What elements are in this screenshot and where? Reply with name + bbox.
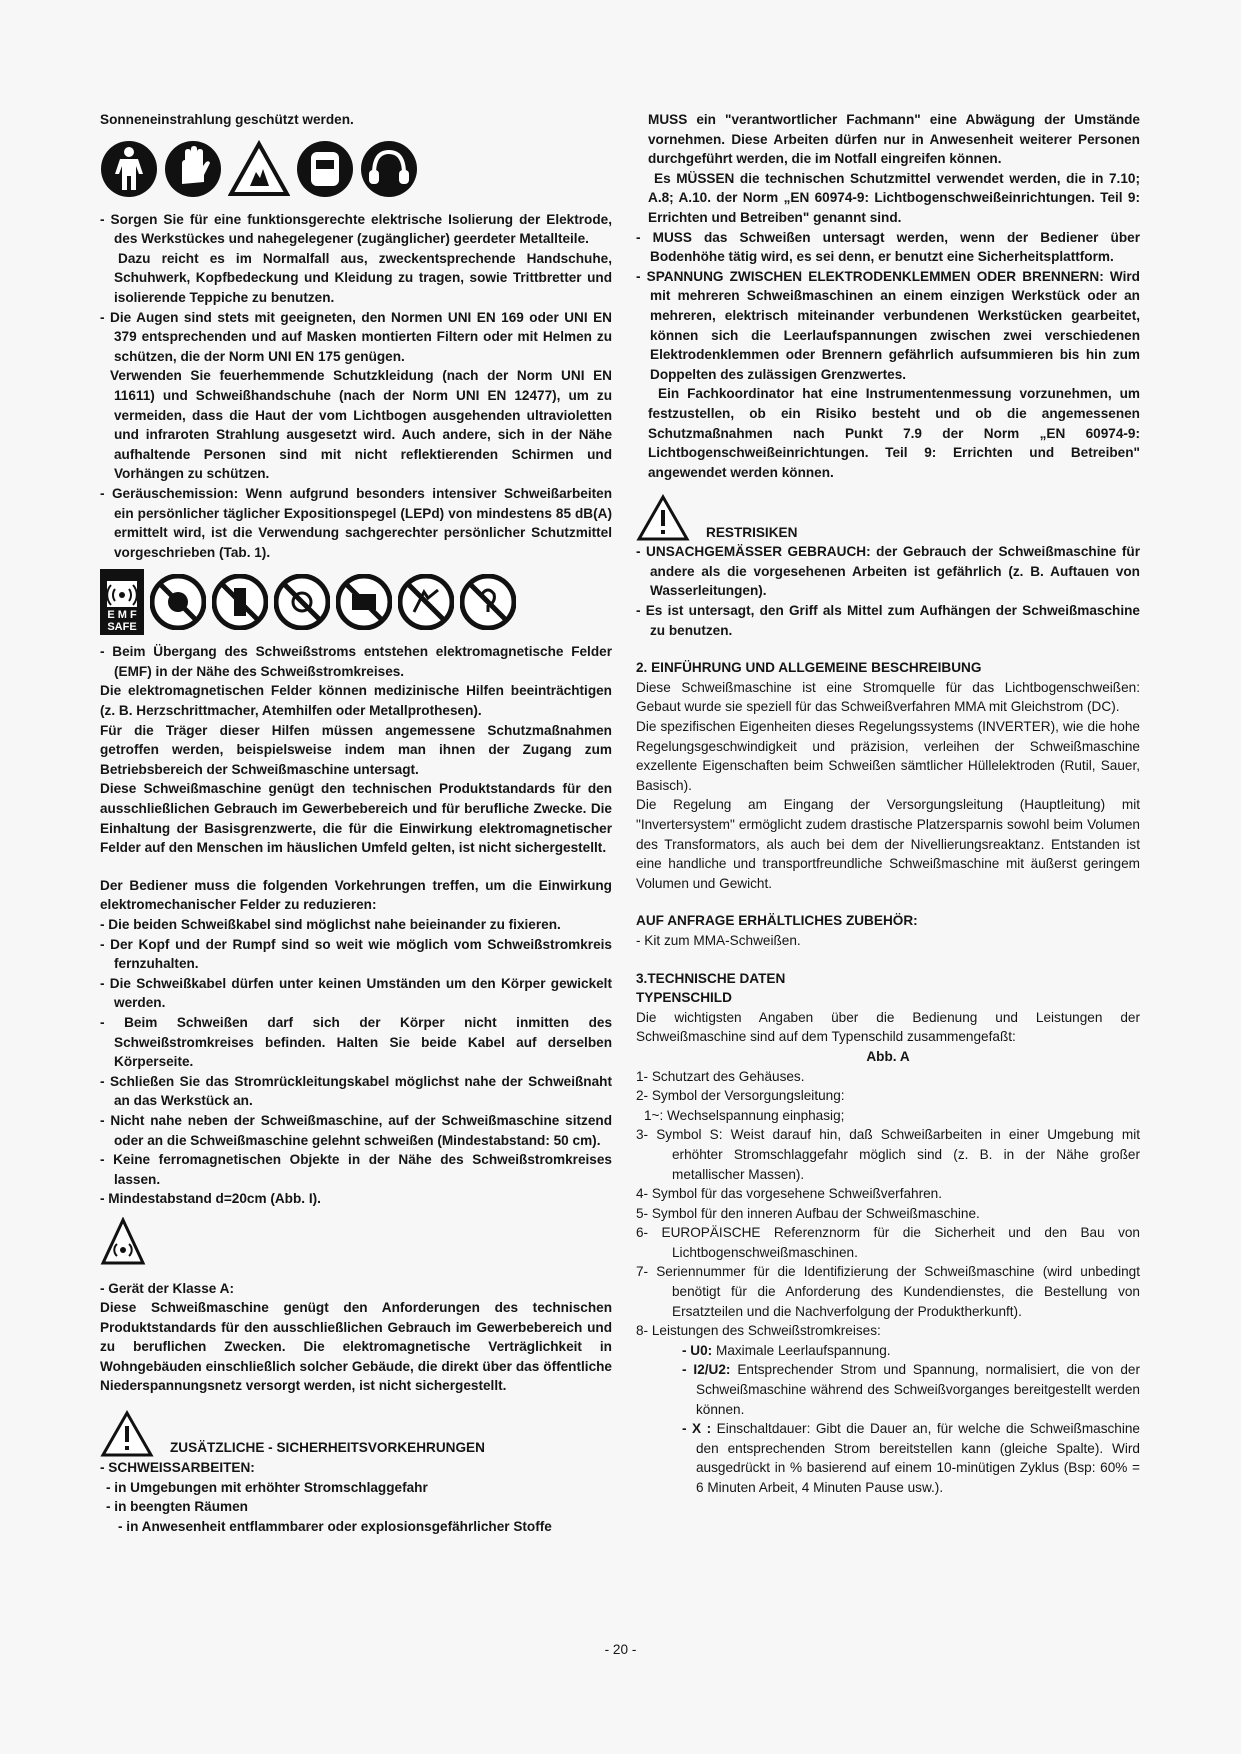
sub-item-text: Einschaltdauer: Gibt die Dauer an, für welche die Schweißmaschine den entsprechenden Strom bereitstellen kann (gleiche Spalte). Wird ausgedrückt in % basierend auf einem 10-minütigen Zyklus (Bsp: 60% = 6 Minuten Arbeit, 4 Minuten Pause usw.). [696,1421,1140,1495]
list-item: - Schließen Sie das Stromrückleitungskabel möglichst nahe der Schweißnaht an das Werkstück an. [100,1073,612,1109]
sub-item-label: - U0: [682,1342,713,1358]
list-item: 1- Schutzart des Gehäuses. [636,1068,805,1084]
paragraph: Der Bediener muss die folgenden Vorkehrungen treffen, um die Einwirkung elektromechanischer Felder zu reduzieren: [100,877,612,913]
no-credit-card-icon [336,574,392,630]
no-hearing-aid-icon [460,574,516,630]
paragraph: Es MÜSSEN die technischen Schutzmittel verwendet werden, die in 7.10; A.8; A.10. der Norm „EN 60974-9: Lichtbogenschweißeinrichtungen. Teil 9: Errichten und Betreiben" genannt sind. [648,170,1140,225]
no-pacemaker-icon [150,574,206,630]
gloves-icon [164,140,222,198]
warning-triangle-icon [100,1410,154,1458]
sub-item-label: - X : [682,1421,712,1437]
no-metal-implant-icon [212,574,268,630]
paragraph: - SPANNUNG ZWISCHEN ELEKTRODENKLEMMEN ODER BRENNERN: Wird mit mehreren Schweißmaschinen an einem einzigen Werkstück oder an mehreren, elektrisch miteinander verbundenen Werkstücken gearbeitet, können sich die Leerlaufspannungen zwischen zwei verschiedenen Elektrodenklemmen oder Brennern gefährlich aufsummieren bis hin zum Doppelten des zulässigen Grenzwertes. [636,268,1140,382]
section-heading: ZUSÄTZLICHE - SICHERHEITSVORKEHRUNGEN [170,1440,485,1456]
list-item: - Keine ferromagnetischen Objekte in der Nähe des Schweißstromkreises lassen. [100,1152,612,1187]
emf-icon-row [100,570,612,634]
sub-item-label: - I2/U2: [682,1362,731,1378]
left-column [100,110,612,1536]
paragraph: Die spezifischen Eigenheiten dieses Regelungssystems (INVERTER), wie die hohe Regelungsgeschwindigkeit und präzision, verleihen der Schweißmaschine exzellente Eigenschaften beim Schweißen sämtlicher Hüllelektroden (Rutil, Sauer, Basisch). [636,719,1140,793]
list-item: 3- Symbol S: Weist darauf hin, daß Schweißarbeiten in einer Umgebung mit erhöhter Stromschlaggefahr möglich sind (z. B. in der Nähe großer metallischer Massen). [636,1127,1140,1182]
no-watch-icon [274,574,330,630]
section-heading: 3.TECHNISCHE DATEN [636,970,786,986]
paragraph: Diese Schweißmaschine genügt den technischen Produktstandards für den ausschließlichen Gebrauch im Gewerbebereich und für berufliche Zwecke. Die Einhaltung der Basisgrenzwerte, die für die Einwirkung elektromagnetischer Felder auf den Menschen im häuslichen Umfeld gelten, ist nicht sichergestellt. [100,781,612,856]
safe-label: SAFE [107,621,137,634]
no-electronic-device-icon [398,574,454,630]
list-item: - Kit zum MMA-Schweißen. [636,932,801,948]
paragraph: - Geräuschemission: Wenn aufgrund besonders intensiver Schweißarbeiten ein persönlicher täglicher Expositionspegel (LEPd) von mindestens 85 dB(A) ermittelt wird, ist die Verwendung sachgerechter persönlicher Schutzmittel vorgeschrieben (Tab. 1). [100,485,612,560]
paragraph: Dazu reicht es im Normalfall aus, zweckentsprechende Handschuhe, Schuhwerk, Kopfbedeckung und Kleidung zu tragen, sowie Trittbretter und isolierende Teppiche zu benutzen. [114,250,612,305]
emf-warning-icon [100,1217,146,1267]
paragraph: - Sorgen Sie für eine funktionsgerechte elektrische Isolierung der Elektrode, des Werkstückes und nahegelegener (zugänglicher) geerdeter Metallteile. [100,211,612,247]
paragraph: - Es ist untersagt, den Griff als Mittel zum Aufhängen der Schweißmaschine zu benutzen. [636,603,1140,638]
ear-protection-icon [360,140,418,198]
residual-risk-heading-row [636,494,1140,542]
paragraph: Diese Schweißmaschine ist eine Stromquelle für das Lichtbogenschweißen: Gebaut wurde sie speziell für das Schweißverfahren MMA mit Gleichstrom (DC). [636,679,1140,715]
list-item: - Der Kopf und der Rumpf sind so weit wie möglich vom Schweißstromkreis fernzuhalten. [100,936,612,972]
paragraph: Die Regelung am Eingang der Versorgungsleitung (Hauptleitung) mit "Invertersystem" ermöglicht zudem drastische Platzersparnis sowohl beim Volumen des Transformators, als auch bei dem der Nivellierungsreaktanz. Entstanden ist eine handliche und transportfreundliche Schweißmaschine mit äußerst geringem Volumen und Gewicht. [636,797,1140,891]
paragraph: Die elektromagnetischen Felder können medizinische Hilfen beeinträchtigen (z. B. Herzschrittmacher, Atemhilfen oder Metallprothesen). [100,683,612,719]
paragraph: Verwenden Sie feuerhemmende Schutzkleidung (nach der Norm UNI EN 11611) und Schweißhandschuhe (nach der Norm UNI EN 12477), um zu vermeiden, dass die Haut der vom Lichtbogen ausgehenden ultravioletten und infraroten Strahlung ausgesetzt wird. Auch andere, sich in der Nähe aufhaltende Personen sind mit nicht reflektierenden Schirmen und Vorhängen zu schützen. [110,368,612,482]
section-heading: RESTRISIKEN [706,524,798,540]
list-item: - in Anwesenheit entflammbarer oder explosionsgefährlicher Stoffe [118,1518,552,1534]
paragraph: Die wichtigsten Angaben über die Bedienung und Leistungen der Schweißmaschine sind auf dem Typenschild zusammengefaßt: [636,1009,1140,1045]
radiation-wave-icon [107,581,137,607]
warning-triangle-icon [636,494,690,542]
list-item: 7- Seriennummer für die Identifizierung der Schweißmaschine (wird unbedingt benötigt für die Anforderung des Kundendienstes, die Bestellung von Ersatzteilen und die Nachverfolgung der Produktherkunft). [636,1264,1140,1319]
list-item: 1~: Wechselspannung einphasig; [644,1107,845,1123]
page-number: - 20 - [604,1642,637,1657]
sub-list-item [636,1419,1140,1497]
paragraph: Sonneneinstrahlung geschützt werden. [100,112,354,127]
paragraph: - MUSS das Schweißen untersagt werden, wenn der Bediener über Bodenhöhe tätig wird, es sei denn, er benutzt eine Sicherheitsplattform. [636,229,1140,265]
sub-list-item [636,1360,1140,1419]
list-item: - Nicht nahe neben der Schweißmaschine, auf der Schweißmaschine sitzend oder an die Schweißmaschine gelehnt schweißen (Mindestabstand: 50 cm). [100,1112,612,1148]
emf-label: E M F [107,609,137,622]
ppe-icon-row [100,136,612,202]
list-item: - Die Schweißkabel dürfen unter keinen Umständen um den Körper gewickelt werden. [100,975,612,1011]
paragraph: - Beim Übergang des Schweißstroms entstehen elektromagnetische Felder (EMF) in der Nähe des Schweißstromkreises. [100,644,612,679]
emf-safe-icon [100,569,144,635]
sub-item-text: Maximale Leerlaufspannung. [716,1342,891,1358]
list-item: 6- EUROPÄISCHE Referenznorm für die Sicherheit und den Bau von Lichtbogenschweißmaschinen. [636,1225,1140,1260]
figure-label: Abb. A [866,1048,910,1064]
list-item: 5- Symbol für den inneren Aufbau der Schweißmaschine. [636,1205,980,1221]
warning-heading-row [100,1410,612,1458]
list-item: - Mindestabstand d=20cm (Abb. I). [100,1191,321,1207]
paragraph: - Gerät der Klasse A: [100,1280,234,1296]
list-item: 4- Symbol für das vorgesehene Schweißverfahren. [636,1186,943,1202]
paragraph: - UNSACHGEMÄSSER GEBRAUCH: der Gebrauch der Schweißmaschine für andere als die vorgesehenen Arbeiten ist gefährlich (z. B. Auftauen von Wasserleitungen). [636,544,1140,599]
paragraph: - SCHWEISSARBEITEN: [100,1460,255,1476]
sub-list-item [636,1341,1140,1361]
list-item: 2- Symbol der Versorgungsleitung: [636,1088,845,1104]
welding-mask-icon [296,140,354,198]
paragraph: Für die Träger dieser Hilfen müssen angemessene Schutzmaßnahmen getroffen werden, beispielsweise indem man ihnen der Zugang zum Betriebsbereich der Schweißmaschine untersagt. [100,722,612,777]
list-item: - in beengten Räumen [106,1499,248,1515]
paragraph: - Die Augen sind stets mit geeigneten, den Normen UNI EN 169 oder UNI EN 379 entsprechenden und auf Masken montierten Filtern oder mit Helmen zu schützen, die der Norm UNI EN 175 genügen. [100,309,612,364]
list-item: - Die beiden Schweißkabel sind möglichst nahe beieinander zu fixieren. [100,917,561,932]
section-subheading: TYPENSCHILD [636,990,732,1006]
list-item: - in Umgebungen mit erhöhter Stromschlaggefahr [106,1479,428,1495]
sub-item-text: Entsprechender Strom und Spannung, normalisiert, die von der Schweißmaschine während des Schweißvorganges bereitgestellt werden können. [696,1362,1140,1417]
section-heading: AUF ANFRAGE ERHÄLTLICHES ZUBEHÖR: [636,913,918,929]
list-item: - Beim Schweißen darf sich der Körper nicht inmitten des Schweißstromkreises befinden. Halten Sie beide Kabel auf derselben Körperseite. [100,1014,612,1070]
right-column [636,110,1140,1498]
hot-surface-warning-icon [228,140,290,198]
protective-suit-icon [100,140,158,198]
section-heading: 2. EINFÜHRUNG UND ALLGEMEINE BESCHREIBUNG [636,660,982,676]
paragraph: MUSS ein "verantwortlicher Fachmann" eine Abwägung der Umstände vornehmen. Diese Arbeiten dürfen nur in Anwesenheit weiterer Personen durchgeführt werden, die im Notfall eingreifen können. [648,112,1140,167]
paragraph: Ein Fachkoordinator hat eine Instrumentenmessung vorzunehmen, um festzustellen, ob ein Risiko besteht und ob die angemessenen Schutzmaßnahmen nach Punkt 7.9 der Norm „EN 60974-9: Lichtbogenschweißeinrichtungen. Teil 9: Errichten und Betreiben" angewendet werden können. [648,386,1140,480]
list-item: 8- Leistungen des Schweißstromkreises: [636,1323,881,1339]
paragraph: Diese Schweißmaschine genügt den Anforderungen des technischen Produktstandards für den ausschließlichen Gebrauch im Gewerbebereich und zu beruflichen Zwecken. Die elektromagnetische Verträglichkeit in Wohngebäuden einschließlich solcher Gebäude, die direkt über das öffentliche Niederspannungsnetz versorgt werden, ist nicht sichergestellt. [100,1300,612,1394]
